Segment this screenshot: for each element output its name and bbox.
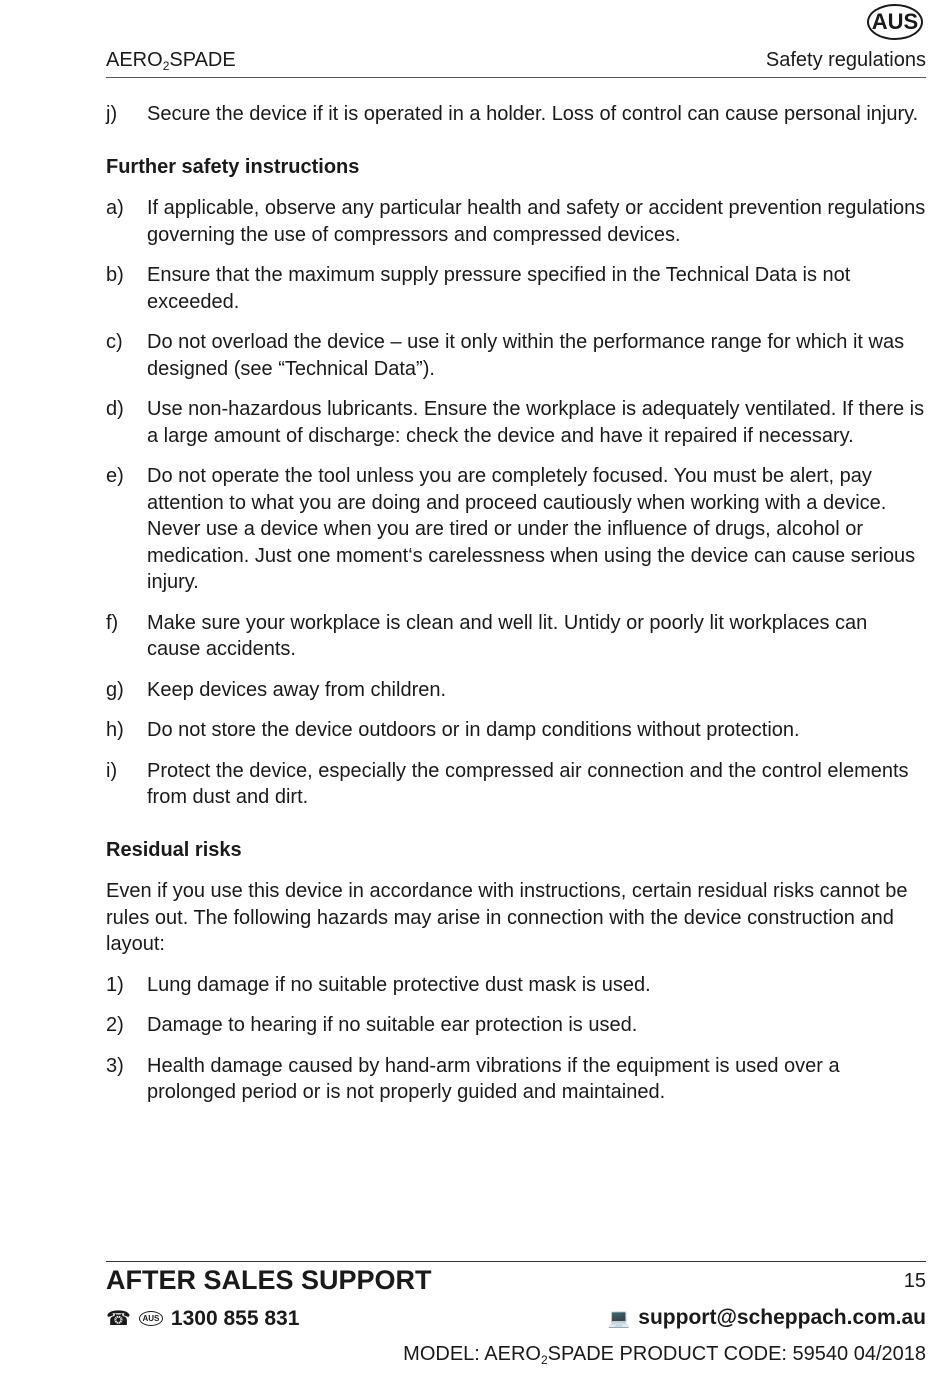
- list-item: [106, 329, 926, 382]
- page-number: 15: [903, 1270, 926, 1292]
- aus-mini-badge: AUS: [139, 1311, 163, 1326]
- list-item: [106, 262, 926, 315]
- phone-number: 1300 855 831: [170, 1306, 300, 1330]
- footer-divider: [106, 1261, 926, 1262]
- page-content: [106, 101, 926, 1120]
- residual-heading: Residual risks: [106, 838, 242, 861]
- further-heading: Further safety instructions: [106, 155, 360, 178]
- item-text: Damage to hearing if no suitable ear protection is used.: [147, 1014, 638, 1036]
- list-item: [106, 463, 926, 596]
- item-marker: e): [106, 465, 124, 487]
- item-text: If applicable, observe any particular health and safety or accident prevention regulations governing the use of compressors and compressed devices.: [147, 197, 926, 246]
- item-text: Health damage caused by hand-arm vibrations if the equipment is used over a prolonged period or is not properly guided and maintained.: [147, 1054, 840, 1103]
- list-item: [106, 1012, 926, 1039]
- item-text: Protect the device, especially the compressed air connection and the control elements from dust and dirt.: [147, 759, 909, 808]
- item-marker: j): [106, 103, 118, 125]
- list-item: [106, 758, 926, 811]
- item-marker: i): [106, 759, 118, 782]
- item-marker: f): [106, 611, 119, 634]
- item-text: Do not store the device outdoors or in damp conditions without protection.: [147, 719, 800, 741]
- item-marker: a): [106, 197, 124, 219]
- list-item: [106, 717, 926, 744]
- item-text: Keep devices away from children.: [147, 678, 447, 701]
- header-divider: [106, 77, 926, 78]
- item-marker: 2): [106, 1014, 124, 1036]
- list-item: [106, 195, 926, 248]
- further-list: [106, 195, 926, 811]
- item-marker: h): [106, 719, 124, 741]
- header-brand: $AERO_2SPADE$: [106, 49, 236, 73]
- item-text: Do not operate the tool unless you are completely focused. You must be alert, pay attention to what you are doing and proceed cautiously when working with a device. Never use a device when you are tired or under the influence of drugs, alcohol or medication. Just one moment‘s carelessness when using the device can cause serious injury.: [147, 465, 916, 593]
- list-item: [106, 396, 926, 449]
- phone-icon: ☎: [106, 1308, 131, 1330]
- list-item: [106, 610, 926, 663]
- item-marker: d): [106, 398, 124, 420]
- header-section-title: Safety regulations: [765, 49, 926, 71]
- aus-badge: AUS: [867, 4, 923, 40]
- item-marker: c): [106, 331, 123, 353]
- model-code: MODEL: $AERO_2SPADE$ PRODUCT CODE: 59540 04/2018: [403, 1343, 926, 1367]
- support-phone: [106, 1306, 299, 1331]
- list-item: [106, 101, 926, 128]
- item-text: Make sure your workplace is clean and well lit. Untidy or poorly lit workplaces can cause accidents.: [147, 611, 868, 660]
- item-marker: g): [106, 678, 124, 701]
- email-address: support@scheppach.com.au: [638, 1306, 926, 1329]
- list-item: [106, 1053, 926, 1106]
- item-text: Ensure that the maximum supply pressure specified in the Technical Data is not exceeded.: [147, 264, 851, 313]
- item-text: Use non-hazardous lubricants. Ensure the workplace is adequately ventilated. If there is a large amount of discharge: check the device and have it repaired if necessary.: [147, 398, 925, 447]
- footer-title: AFTER SALES SUPPORT: [106, 1265, 432, 1295]
- list-item: [106, 677, 926, 704]
- item-text: Secure the device if it is operated in a holder. Loss of control can cause personal injury.: [147, 103, 919, 125]
- residual-list: [106, 972, 926, 1106]
- item-text: Do not overload the device – use it only within the performance range for which it was designed (see “Technical Data”).: [147, 331, 905, 380]
- item-marker: b): [106, 264, 124, 286]
- item-marker: 3): [106, 1054, 124, 1077]
- item-marker: 1): [106, 973, 124, 996]
- item-text: Lung damage if no suitable protective dust mask is used.: [147, 973, 651, 996]
- support-email: [608, 1306, 926, 1330]
- residual-intro: Even if you use this device in accordance with instructions, certain residual risks cannot be rules out. The following hazards may arise in connection with the device construction and layout:: [106, 880, 908, 955]
- list-item: [106, 972, 926, 999]
- computer-icon: 💻: [607, 1307, 631, 1328]
